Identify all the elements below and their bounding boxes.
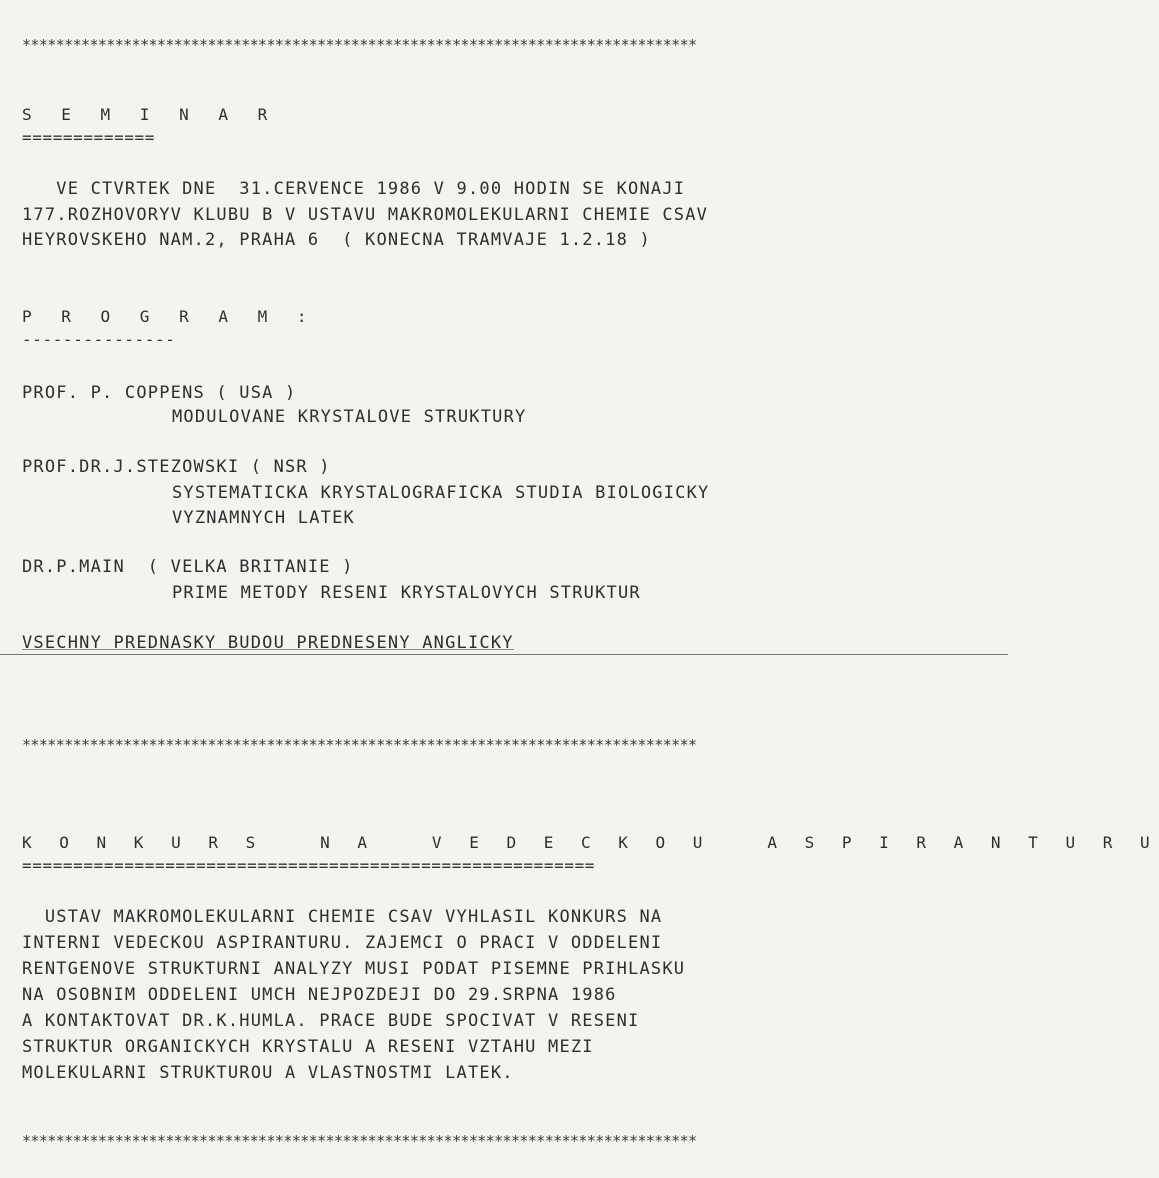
star-separator-bottom: ********************************************************************************	[22, 1132, 697, 1150]
program-underline: ---------------	[22, 330, 176, 349]
konkurs-body-line-1: USTAV MAKROMOLEKULARNI CHEMIE CSAV VYHLASIL KONKURS NA	[22, 907, 663, 927]
speaker-2-topic-line-1: SYSTEMATICKA KRYSTALOGRAFICKA STUDIA BIOLOGICKY	[172, 483, 710, 503]
seminar-announce-line-1: VE CTVRTEK DNE 31.CERVENCE 1986 V 9.00 HODIN SE KONAJI	[22, 179, 686, 199]
konkurs-body-line-6: STRUKTUR ORGANICKYCH KRYSTALU A RESENI VZTAHU MEZI	[22, 1037, 594, 1057]
seminar-underline: =============	[22, 128, 156, 147]
program-heading: P R O G R A M :	[22, 307, 317, 326]
speaker-3-topic: PRIME METODY RESENI KRYSTALOVYCH STRUKTUR	[172, 583, 641, 603]
star-separator-middle: ********************************************************************************	[22, 736, 697, 754]
fold-line	[0, 654, 1008, 655]
seminar-announce-line-3: HEYROVSKEHO NAM.2, PRAHA 6 ( KONECNA TRAMVAJE 1.2.18 )	[22, 230, 651, 250]
konkurs-body-line-4: NA OSOBNIM ODDELENI UMCH NEJPOZDEJI DO 29.SRPNA 1986	[22, 985, 617, 1005]
konkurs-heading: K O N K U R S N A V E D E C K O U A S P I R A N T U R U	[22, 833, 1159, 852]
seminar-announce-line-2: 177.ROZHOVORYV KLUBU B V USTAVU MAKROMOLEKULARNI CHEMIE CSAV	[22, 205, 709, 225]
konkurs-body-line-3: RENTGENOVE STRUKTURNI ANALYZY MUSI PODAT PISEMNE PRIHLASKU	[22, 959, 686, 979]
star-separator-top: ********************************************************************************	[22, 36, 697, 54]
speaker-1-name: PROF. P. COPPENS ( USA )	[22, 383, 297, 403]
speaker-1-topic: MODULOVANE KRYSTALOVE STRUKTURY	[172, 407, 527, 427]
speaker-2-topic-line-2: VYZNAMNYCH LATEK	[172, 508, 355, 528]
speaker-2-name: PROF.DR.J.STEZOWSKI ( NSR )	[22, 457, 331, 477]
speaker-3-name: DR.P.MAIN ( VELKA BRITANIE )	[22, 557, 354, 577]
konkurs-body-line-2: INTERNI VEDECKOU ASPIRANTURU. ZAJEMCI O PRACI V ODDELENI	[22, 933, 663, 953]
konkurs-body-line-5: A KONTAKTOVAT DR.K.HUMLA. PRACE BUDE SPOCIVAT V RESENI	[22, 1011, 640, 1031]
konkurs-underline: ========================================================	[22, 856, 596, 875]
language-note: VSECHNY PREDNASKY BUDOU PREDNESENY ANGLICKY	[22, 633, 514, 653]
seminar-heading: S E M I N A R	[22, 105, 278, 124]
konkurs-body-line-7: MOLEKULARNI STRUKTUROU A VLASTNOSTMI LATEK.	[22, 1063, 514, 1083]
